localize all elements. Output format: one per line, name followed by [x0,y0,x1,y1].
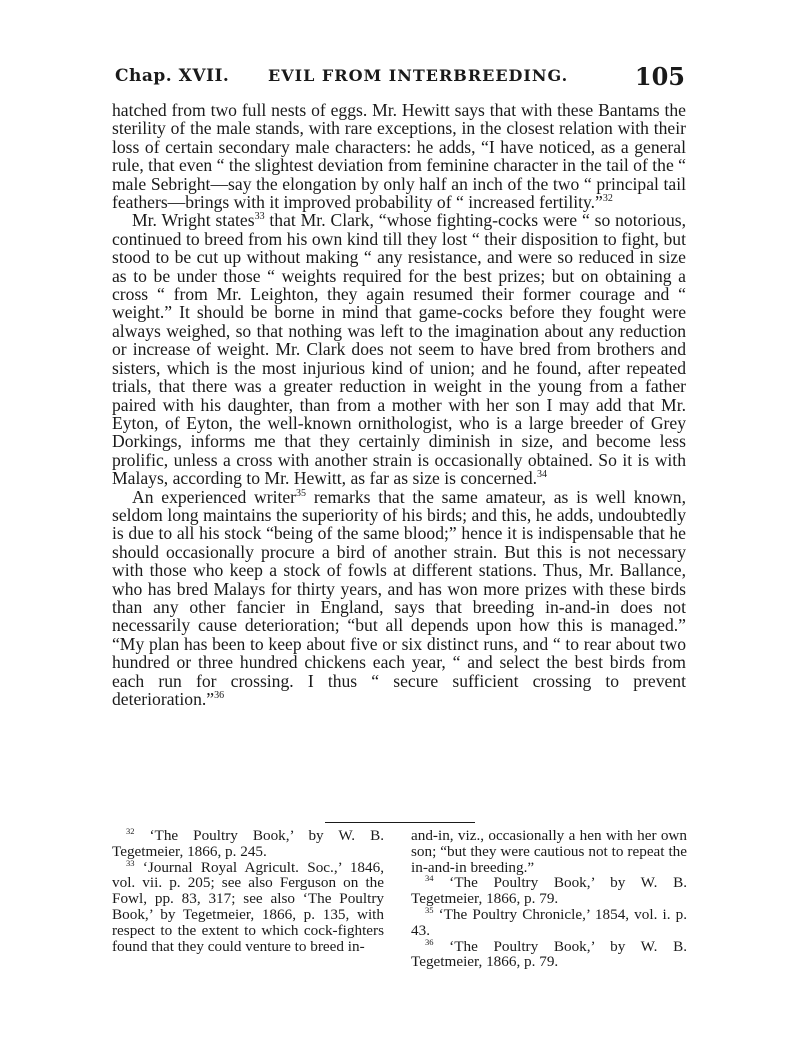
chapter-title: EVIL FROM INTERBREEDING. [268,66,569,85]
footnote [112,825,384,860]
paragraph-text: that Mr. Clark, “whose fighting-cocks were “ so notorious, continued to breed from his own kind till they lost “ their disposition to fight, but stood to be cut up without making “ any resistance, and were so reduced in size as to be under those “ weights required for the best prizes; but on obtaining a cross “ from Mr. Leighton, they again resumed their former courage and “ weight.” It should be borne in mind that game-cocks before they fought were always weighed, so that nothing was left to the imagination about any reduction or increase of weight. Mr. Clark does not seem to have bred from brothers and sisters, which is the most injurious kind of union; and he found, after repeated trials, that there was a greater reduction in weight in the young from a father paired with his daughter, than from a mother with her son I may add that Mr. Eyton, of Eyton, the well-known ornithologist, who is a large breeder of Grey Dorkings, informs me that they certainly diminish in size, and become less prolific, unless a cross with another strain is occasionally obtained. So it is with Malays, according to Mr. Hewitt, as far as size is concerned. [112,210,686,489]
body-text [112,101,686,708]
footnote-ref: 32 [602,193,613,205]
footnote-number: 34 [425,873,434,884]
footnote-number: 35 [425,904,434,915]
footnote-number: 36 [425,936,434,947]
footnote-ref: 36 [214,690,225,702]
footnote-ref: 33 [254,211,265,223]
footnote-divider [325,822,475,823]
footnote-text: ‘The Poultry Chronicle,’ 1854, vol. i. p. 43. [411,905,687,939]
chapter-label: Chap. XVII. [115,66,230,86]
footnote [112,857,384,955]
footnote-text: and-in, viz., occasionally a hen with her own son; “but they were cautious not to repeat the in-and-in breeding.” [411,827,687,876]
paragraph-text: An experienced writer [132,486,297,507]
footnote-ref: 35 [296,487,307,499]
footnote [411,875,687,907]
footnote-text: ‘The Poultry Book,’ by W. B. Tegetmeier, 1866, p. 79. [411,874,687,908]
footnote-number: 33 [126,857,135,868]
footnote [411,904,687,939]
paragraph [112,211,686,487]
footnote-number: 32 [126,825,135,836]
paragraph-text: hatched from two full nests of eggs. Mr. Hewitt says that with these Bantams the sterility of the male stands, with rare exceptions, in the closest relation with their loss of certain secondary male characters: he adds, “I have noticed, as a general rule, that even “ the slightest deviation from feminine character in the tail of the “ male Sebright—say the elongation by only half an inch of the two “ principal tail feathers—brings with it improved probability of “ increased fertility.” [112,100,686,213]
paragraph-text: remarks that the same amateur, as is well known, seldom long maintains the superiority of his birds; and this, he adds, undoubtedly is due to all his stock “being of the same blood;” hence it is indispensable that he should occasionally procure a bird of another strain. But this is not necessary with those who keep a stock of fowls at different stations. Thus, Mr. Ballance, who has bred Malays for thirty years, and has won more prizes with these birds than any other fancier in England, says that breeding in-and-in does not necessarily cause deterioration; “but all depends upon how this is managed.” “My plan has been to keep about five or six distinct runs, and “ to rear about two hundred or three hundred chickens each year, “ and select the best birds from each run for crossing. I thus “ secure sufficient crossing to prevent deterioration.” [112,486,686,709]
footnote [411,936,687,971]
footnote-text: ‘The Poultry Book,’ by W. B. Tegetmeier, 1866, p. 245. [112,827,384,860]
footnote-ref: 34 [537,469,548,481]
footnotes-left-column [112,825,384,955]
page-number: 105 [634,62,685,91]
footnote-text: ‘The Poultry Book,’ by W. B. Tegetmeier, 1866, p. 79. [411,937,687,971]
paragraph [112,101,686,211]
running-header [115,62,685,102]
paragraph [112,488,686,709]
footnote-text: ‘Journal Royal Agricult. Soc.,’ 1846, vol. vii. p. 205; see also Ferguson on the Fowl, pp. 83, 317; see also ‘The Poultry Book,’ by Tegetmeier, 1866, p. 135, with respect to the extent to which cock-fighters found that they could venture to breed in- [112,858,384,955]
paragraph-text: Mr. Wright states [132,210,255,231]
footnotes-right-column [411,828,687,970]
footnote-continuation [411,828,687,875]
